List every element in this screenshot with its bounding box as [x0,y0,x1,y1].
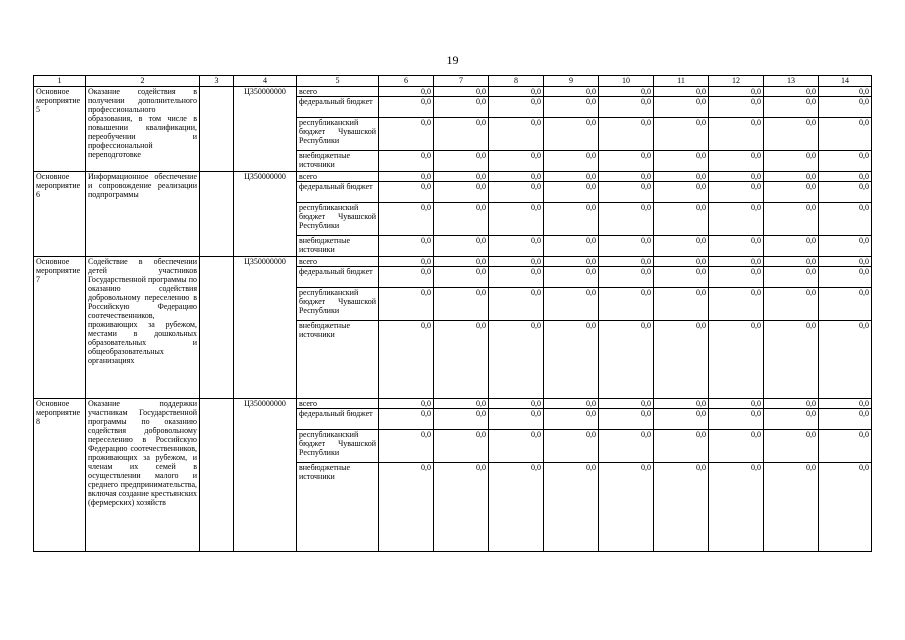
value-cell: 0,0 [599,430,654,463]
event-description-cell: Оказание поддержки участникам Государственной программы по оказанию содействия добровольному переселению в Российскую Федерацию соотечественников, проживающих за рубежом, и членам их семей в осуществлении малого и среднего предпринимательства, включая создание крестьянских (фермерских) хозяйств [86,399,200,552]
table-row [34,87,872,97]
table-body [34,87,872,552]
value-cell: 0,0 [434,118,489,151]
value-cell: 0,0 [544,97,599,118]
header-cell: 3 [200,76,234,87]
value-cell: 0,0 [764,409,819,430]
header-cell: 8 [489,76,544,87]
value-cell: 0,0 [489,87,544,97]
value-cell: 0,0 [434,257,489,267]
value-cell: 0,0 [819,288,872,321]
value-cell: 0,0 [654,182,709,203]
value-cell: 0,0 [599,463,654,552]
value-cell: 0,0 [434,236,489,257]
value-cell: 0,0 [544,288,599,321]
value-cell: 0,0 [434,463,489,552]
value-cell: 0,0 [709,87,764,97]
value-cell: 0,0 [434,87,489,97]
header-cell: 11 [654,76,709,87]
header-cell: 7 [434,76,489,87]
value-cell: 0,0 [379,87,434,97]
value-cell: 0,0 [599,321,654,399]
value-cell: 0,0 [379,463,434,552]
header-cell: 6 [379,76,434,87]
value-cell: 0,0 [709,97,764,118]
event-col3-cell [200,399,234,552]
funding-source-cell: федеральный бюджет [297,182,379,203]
value-cell: 0,0 [819,118,872,151]
value-cell: 0,0 [819,97,872,118]
value-cell: 0,0 [819,267,872,288]
value-cell: 0,0 [599,118,654,151]
value-cell: 0,0 [709,430,764,463]
value-cell: 0,0 [379,97,434,118]
value-cell: 0,0 [434,409,489,430]
value-cell: 0,0 [379,236,434,257]
value-cell: 0,0 [544,463,599,552]
value-cell: 0,0 [764,151,819,172]
value-cell: 0,0 [489,267,544,288]
funding-source-cell: республиканский бюджет Чувашской Республики [297,118,379,151]
value-cell: 0,0 [709,321,764,399]
value-cell: 0,0 [819,203,872,236]
event-description-cell: Содействие в обеспечении детей участников Государственной программы по оказанию содействия добровольному переселению в Российскую Федерацию соотечественников, проживающих за рубежом, местами в дошкольных образовательных и общеобразовательных организациях [86,257,200,399]
value-cell: 0,0 [819,257,872,267]
value-cell: 0,0 [709,236,764,257]
value-cell: 0,0 [379,288,434,321]
value-cell: 0,0 [379,203,434,236]
value-cell: 0,0 [544,87,599,97]
value-cell: 0,0 [489,409,544,430]
funding-source-cell: федеральный бюджет [297,267,379,288]
value-cell: 0,0 [489,463,544,552]
value-cell: 0,0 [709,399,764,409]
header-cell: 1 [34,76,86,87]
value-cell: 0,0 [764,430,819,463]
value-cell: 0,0 [819,409,872,430]
value-cell: 0,0 [764,236,819,257]
funding-source-cell: республиканский бюджет Чувашской Республики [297,203,379,236]
value-cell: 0,0 [709,151,764,172]
value-cell: 0,0 [654,118,709,151]
value-cell: 0,0 [654,172,709,182]
funding-source-cell: всего [297,172,379,182]
value-cell: 0,0 [489,172,544,182]
funding-source-cell: федеральный бюджет [297,409,379,430]
header-cell: 14 [819,76,872,87]
funding-source-cell: внебюджетные источники [297,236,379,257]
header-cell: 13 [764,76,819,87]
value-cell: 0,0 [489,203,544,236]
value-cell: 0,0 [379,172,434,182]
value-cell: 0,0 [709,118,764,151]
value-cell: 0,0 [489,118,544,151]
table-row [34,257,872,267]
value-cell: 0,0 [599,172,654,182]
value-cell: 0,0 [489,151,544,172]
header-cell: 12 [709,76,764,87]
value-cell: 0,0 [764,399,819,409]
value-cell: 0,0 [764,288,819,321]
value-cell: 0,0 [764,118,819,151]
value-cell: 0,0 [379,399,434,409]
event-description-cell: Оказание содействия в получении дополнительного профессионального образования, в том числе в повышении квалификации, переобучении и профессиональной переподготовке [86,87,200,172]
value-cell: 0,0 [654,321,709,399]
value-cell: 0,0 [819,463,872,552]
value-cell: 0,0 [819,182,872,203]
value-cell: 0,0 [379,430,434,463]
event-col3-cell [200,257,234,399]
funding-source-cell: республиканский бюджет Чувашской Республики [297,430,379,463]
header-cell: 2 [86,76,200,87]
value-cell: 0,0 [654,409,709,430]
value-cell: 0,0 [489,430,544,463]
value-cell: 0,0 [434,399,489,409]
event-col3-cell [200,87,234,172]
table-row [34,172,872,182]
value-cell: 0,0 [709,257,764,267]
value-cell: 0,0 [544,399,599,409]
value-cell: 0,0 [489,321,544,399]
value-cell: 0,0 [434,203,489,236]
value-cell: 0,0 [379,409,434,430]
event-description-cell: Информационное обеспечение и сопровождение реализации подпрограммы [86,172,200,257]
value-cell: 0,0 [654,97,709,118]
value-cell: 0,0 [599,257,654,267]
value-cell: 0,0 [544,151,599,172]
value-cell: 0,0 [709,288,764,321]
funding-source-cell: внебюджетные источники [297,321,379,399]
event-name-cell: Основное мероприятие 7 [34,257,86,399]
header-cell: 4 [234,76,297,87]
event-name-cell: Основное мероприятие 6 [34,172,86,257]
funding-source-cell: федеральный бюджет [297,97,379,118]
event-col3-cell [200,172,234,257]
value-cell: 0,0 [654,267,709,288]
funding-source-cell: всего [297,257,379,267]
event-code-cell: Ц350000000 [234,87,297,172]
value-cell: 0,0 [379,151,434,172]
value-cell: 0,0 [764,257,819,267]
value-cell: 0,0 [379,321,434,399]
value-cell: 0,0 [434,182,489,203]
value-cell: 0,0 [544,321,599,399]
value-cell: 0,0 [599,267,654,288]
value-cell: 0,0 [654,151,709,172]
value-cell: 0,0 [434,97,489,118]
value-cell: 0,0 [489,182,544,203]
value-cell: 0,0 [489,399,544,409]
value-cell: 0,0 [544,236,599,257]
value-cell: 0,0 [599,288,654,321]
value-cell: 0,0 [654,288,709,321]
value-cell: 0,0 [819,236,872,257]
value-cell: 0,0 [654,87,709,97]
funding-source-cell: внебюджетные источники [297,151,379,172]
value-cell: 0,0 [599,399,654,409]
value-cell: 0,0 [709,182,764,203]
value-cell: 0,0 [819,151,872,172]
value-cell: 0,0 [764,203,819,236]
page-number: 19 [446,53,459,67]
value-cell: 0,0 [599,236,654,257]
value-cell: 0,0 [764,267,819,288]
value-cell: 0,0 [709,463,764,552]
value-cell: 0,0 [544,267,599,288]
event-name-cell: Основное мероприятие 8 [34,399,86,552]
value-cell: 0,0 [764,321,819,399]
value-cell: 0,0 [764,97,819,118]
header-row [34,76,872,87]
value-cell: 0,0 [379,182,434,203]
value-cell: 0,0 [709,172,764,182]
value-cell: 0,0 [654,236,709,257]
value-cell: 0,0 [819,430,872,463]
value-cell: 0,0 [544,257,599,267]
value-cell: 0,0 [654,430,709,463]
value-cell: 0,0 [819,172,872,182]
value-cell: 0,0 [434,172,489,182]
budget-table [33,75,872,552]
header-cell: 9 [544,76,599,87]
value-cell: 0,0 [544,118,599,151]
funding-source-cell: всего [297,87,379,97]
value-cell: 0,0 [434,288,489,321]
value-cell: 0,0 [489,288,544,321]
funding-source-cell: внебюджетные источники [297,463,379,552]
funding-source-cell: республиканский бюджет Чувашской Республики [297,288,379,321]
value-cell: 0,0 [654,257,709,267]
value-cell: 0,0 [709,409,764,430]
value-cell: 0,0 [599,203,654,236]
value-cell: 0,0 [379,257,434,267]
value-cell: 0,0 [434,321,489,399]
value-cell: 0,0 [819,87,872,97]
table-row [34,399,872,409]
value-cell: 0,0 [819,399,872,409]
event-code-cell: Ц350000000 [234,399,297,552]
value-cell: 0,0 [819,321,872,399]
value-cell: 0,0 [654,463,709,552]
value-cell: 0,0 [544,172,599,182]
funding-source-cell: всего [297,399,379,409]
value-cell: 0,0 [599,182,654,203]
value-cell: 0,0 [434,267,489,288]
value-cell: 0,0 [489,236,544,257]
value-cell: 0,0 [434,430,489,463]
value-cell: 0,0 [544,430,599,463]
value-cell: 0,0 [379,118,434,151]
event-name-cell: Основное мероприятие 5 [34,87,86,172]
value-cell: 0,0 [709,203,764,236]
value-cell: 0,0 [764,182,819,203]
event-code-cell: Ц350000000 [234,172,297,257]
value-cell: 0,0 [654,399,709,409]
value-cell: 0,0 [764,172,819,182]
header-cell: 5 [297,76,379,87]
value-cell: 0,0 [544,182,599,203]
value-cell: 0,0 [709,267,764,288]
event-code-cell: Ц350000000 [234,257,297,399]
value-cell: 0,0 [654,203,709,236]
value-cell: 0,0 [544,409,599,430]
value-cell: 0,0 [489,257,544,267]
value-cell: 0,0 [599,151,654,172]
value-cell: 0,0 [544,203,599,236]
value-cell: 0,0 [599,87,654,97]
value-cell: 0,0 [599,97,654,118]
value-cell: 0,0 [599,409,654,430]
value-cell: 0,0 [764,87,819,97]
value-cell: 0,0 [489,97,544,118]
value-cell: 0,0 [434,151,489,172]
value-cell: 0,0 [379,267,434,288]
header-cell: 10 [599,76,654,87]
value-cell: 0,0 [764,463,819,552]
